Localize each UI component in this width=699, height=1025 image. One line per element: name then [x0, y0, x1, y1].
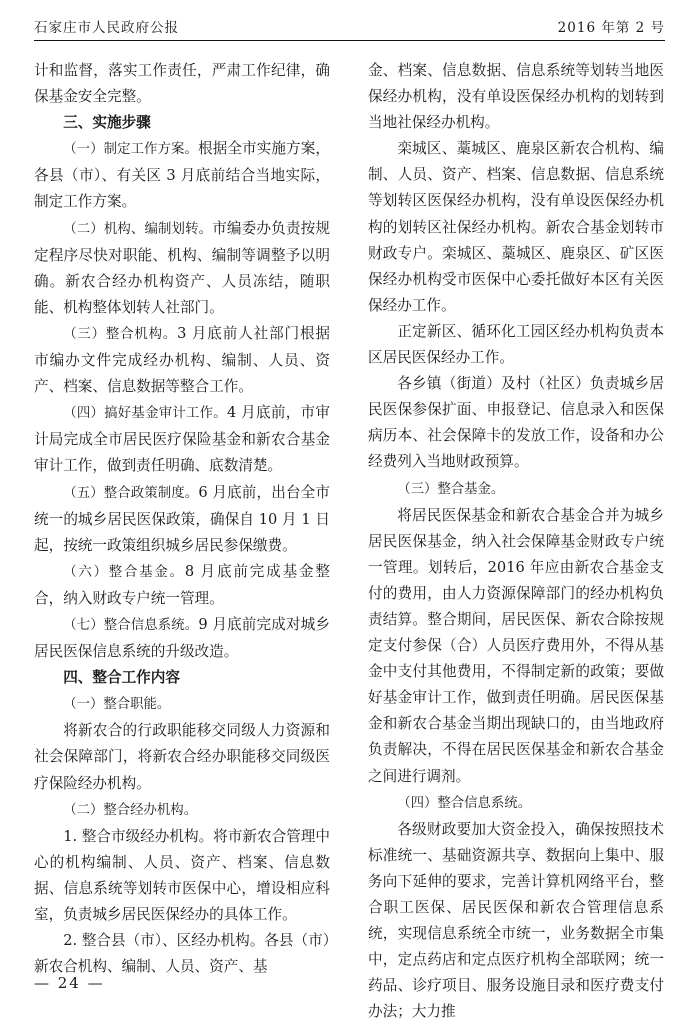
paragraph [368, 58, 664, 136]
paragraph [368, 371, 664, 475]
paragraph [368, 319, 664, 371]
paragraph-text: 将新农合的行政职能移交同级人力资源和社会保障部门，将新农合经办职能移交同级医疗保险经办机构。 [34, 722, 330, 792]
paragraph [368, 503, 664, 790]
subsection-label: （三）整合基金。 [397, 481, 505, 497]
paragraph-text: 栾城区、藁城区、鹿泉区新农合机构、编制、人员、资产、档案、信息数据、信息系统等划转区医保经办机构，没有单设医保经办机构的划转区社保经办机构。新农合基金划转市财政专户。栾城区、藁城区、鹿泉区、矿区医保经办机构受市医保中心委托做好本区有关医保经办工作。 [368, 140, 664, 314]
header-rule [34, 40, 665, 41]
paragraph [368, 817, 664, 1025]
subsection-label: （二）机构、编制划转。 [63, 221, 213, 237]
paragraph-text: 各乡镇（街道）及村（社区）负责城乡居民医保参保扩面、申报登记、信息录入和医保病历本、社会保障卡的发放工作，设备和办公经费列入当地财政预算。 [368, 375, 664, 471]
publication-title: 石家庄市人民政府公报 [34, 20, 179, 36]
paragraph [34, 400, 330, 479]
page-number: — 24 — [34, 974, 105, 992]
paragraph [34, 321, 330, 400]
paragraph [34, 718, 330, 796]
subsection-label: （五）整合政策制度。 [63, 485, 199, 501]
section-heading: 三、实施步骤 [63, 114, 151, 132]
paragraph [34, 480, 330, 559]
section-heading: 四、整合工作内容 [63, 669, 180, 687]
paragraph-text: 市编委办负责按规定程序尽快对职能、机构、编制等调整予以明确。新农合经办机构资产、人员冻结，随职能、机构整体划转人社部门。 [34, 219, 330, 316]
paragraph-text: 根据全市实施方案，各县（市）、有关区 3 月底前结合当地实际，制定工作方案。 [34, 140, 330, 211]
right-column [368, 58, 664, 1025]
paragraph [34, 216, 330, 321]
subsection-label: （六）整合基金。 [63, 564, 185, 580]
paragraph [34, 58, 330, 110]
page-header [34, 14, 665, 36]
subsection-label: （二）整合经办机构。 [63, 802, 198, 818]
subsection-label: （四）整合信息系统。 [397, 795, 532, 811]
subsection-label: （一）制定工作方案。 [63, 142, 198, 158]
paragraph [34, 612, 330, 665]
paragraph-text: 金、档案、信息数据、信息系统等划转当地医保经办机构，没有单设医保经办机构的划转到当地社保经办机构。 [368, 62, 664, 132]
paragraph-text: 计和监督，落实工作责任，严肃工作纪律，确保基金安全完整。 [34, 62, 330, 106]
paragraph [34, 797, 330, 824]
subsection-label: （三）整合机构。 [63, 326, 178, 342]
paragraph-text: 9 月底前完成对城乡居民医保信息系统的升级改造。 [34, 615, 330, 661]
paragraph-text: 4 月底前，市审计局完成全市居民医疗保险基金和新农合基金审计工作，做到责任明确、底数清楚。 [34, 404, 330, 475]
subsection-label: （四）搞好基金审计工作。 [63, 406, 227, 422]
paragraph-text: 正定新区、循环化工园区经办机构负责本区居民医保经办工作。 [368, 322, 664, 367]
issue-number: 2016 年第 2 号 [557, 20, 665, 36]
paragraph [34, 559, 330, 612]
subsection-label: （一）整合职能。 [63, 697, 171, 713]
paragraph [368, 476, 664, 503]
paragraph [34, 928, 330, 980]
paragraph-text: 3 月底前人社部门根据市编办文件完成经办机构、编制、人员、资产、档案、信息数据等整合工作。 [34, 324, 330, 396]
paragraph [34, 824, 330, 928]
paragraph [368, 136, 664, 319]
subsection-label: （七）整合信息系统。 [63, 617, 199, 633]
paragraph-text: 1. 整合市级经办机构。将市新农合管理中心的机构编制、人员、资产、档案、信息数据、信息系统等划转市医保中心，增设相应科室，负责城乡居民医保经办的具体工作。 [34, 827, 330, 923]
left-column [34, 58, 330, 980]
paragraph [34, 136, 330, 215]
paragraph-text: 各级财政要加大资金投入，确保按照技术标准统一、基础资源共享、数据向上集中、服务向下延伸的要求，完善计算机网络平台，整合职工医保、居民医保和新农合管理信息系统，实现信息系统全市统一，业务数据全市集中，定点药店和定点医疗机构全部联网；统一药品、诊疗项目、服务设施目录和医疗费支付办法；大力推 [368, 820, 664, 1021]
paragraph [34, 691, 330, 718]
paragraph-text: 2. 整合县（市）、区经办机构。各县（市）新农合机构、编制、人员、资产、基 [34, 932, 330, 976]
paragraph [368, 790, 664, 817]
paragraph-text: 将居民医保基金和新农合基金合并为城乡居民医保基金，纳入社会保障基金财政专户统一管理。划转后，2016 年应由新农合基金支付的费用，由人力资源保障部门的经办机构负责结算。整合期间，居民医保、新农合除按规定支付参保（合）人员医疗费用外，不得从基金中支付其他费用，不得制定新的政策；要做好基金审计工作，做到责任明确。居民医保基金和新农合基金当期出现缺口的，由当地政府负责解决，不得在居民医保基金和新农合基金之间进行调剂。 [368, 506, 664, 785]
paragraph-text: 8 月底前完成基金整合，纳入财政专户统一管理。 [34, 562, 330, 607]
paragraph-text: 6 月底前，出台全市统一的城乡居民医保政策，确保自 10 月 1 日起，按统一政策组织城乡居民参保缴费。 [34, 483, 330, 554]
